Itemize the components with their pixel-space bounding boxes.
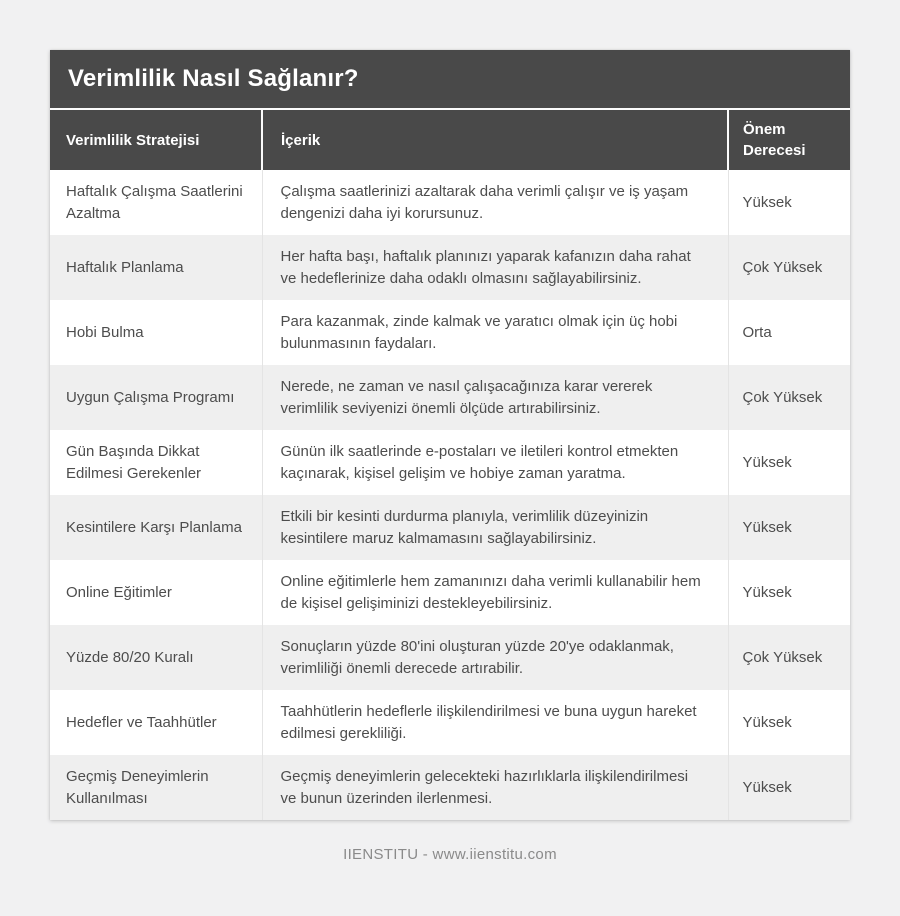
content-cell: Para kazanmak, zinde kalmak ve yaratıcı olmak için üç hobi bulunmasının faydaları. [262,300,728,365]
content-cell: Her hafta başı, haftalık planınızı yaparak kafanızın daha rahat ve hedeflerinize daha odaklı olmasını sağlayabilirsiniz. [262,235,728,300]
importance-cell: Yüksek [728,755,850,820]
content-cell: Günün ilk saatlerinde e-postaları ve iletileri kontrol etmekten kaçınarak, kişisel gelişim ve hobiye zaman yaratma. [262,430,728,495]
table-row [50,690,850,755]
table-row [50,170,850,235]
table-row [50,300,850,365]
column-header-content: İçerik [262,110,728,170]
strategy-cell: Haftalık Çalışma Saatlerini Azaltma [50,170,262,235]
content-cell: Geçmiş deneyimlerin gelecekteki hazırlıklarla ilişkilendirilmesi ve bunun üzerinden ilerlenmesi. [262,755,728,820]
column-header-importance: Önem Derecesi [728,110,850,170]
table-row [50,235,850,300]
productivity-table-card [50,50,850,820]
importance-cell: Orta [728,300,850,365]
strategy-cell: Online Eğitimler [50,560,262,625]
table-row [50,755,850,820]
column-header-strategy: Verimlilik Stratejisi [50,110,262,170]
strategy-cell: Hobi Bulma [50,300,262,365]
content-cell: Sonuçların yüzde 80'ini oluşturan yüzde 20'ye odaklanmak, verimliliği önemli derecede artırabilir. [262,625,728,690]
strategy-cell: Uygun Çalışma Programı [50,365,262,430]
footer-credit: IIENSTITU - www.iienstitu.com [343,846,557,863]
importance-cell: Çok Yüksek [728,365,850,430]
table-row [50,625,850,690]
strategy-cell: Kesintilere Karşı Planlama [50,495,262,560]
importance-cell: Yüksek [728,170,850,235]
content-cell: Taahhütlerin hedeflerle ilişkilendirilmesi ve buna uygun hareket edilmesi gerekliliği. [262,690,728,755]
content-cell: Çalışma saatlerinizi azaltarak daha verimli çalışır ve iş yaşam dengenizi daha iyi korursunuz. [262,170,728,235]
importance-cell: Yüksek [728,560,850,625]
table-row [50,430,850,495]
table-header-row [50,110,850,170]
importance-cell: Yüksek [728,430,850,495]
strategy-cell: Gün Başında Dikkat Edilmesi Gerekenler [50,430,262,495]
content-cell: Nerede, ne zaman ve nasıl çalışacağınıza karar vererek verimlilik seviyenizi önemli ölçüde artırabilirsiniz. [262,365,728,430]
strategy-cell: Geçmiş Deneyimlerin Kullanılması [50,755,262,820]
importance-cell: Yüksek [728,690,850,755]
table-row [50,560,850,625]
table-body [50,170,850,820]
content-cell: Etkili bir kesinti durdurma planıyla, verimlilik düzeyinizin kesintilere maruz kalmamasını sağlayabilirsiniz. [262,495,728,560]
strategy-cell: Haftalık Planlama [50,235,262,300]
page-title: Verimlilik Nasıl Sağlanır? [50,50,850,110]
strategy-cell: Yüzde 80/20 Kuralı [50,625,262,690]
table-row [50,365,850,430]
content-cell: Online eğitimlerle hem zamanınızı daha verimli kullanabilir hem de kişisel gelişiminizi destekleyebilirsiniz. [262,560,728,625]
importance-cell: Çok Yüksek [728,235,850,300]
productivity-table [50,110,850,820]
importance-cell: Çok Yüksek [728,625,850,690]
table-header [50,110,850,170]
importance-cell: Yüksek [728,495,850,560]
table-row [50,495,850,560]
strategy-cell: Hedefler ve Taahhütler [50,690,262,755]
